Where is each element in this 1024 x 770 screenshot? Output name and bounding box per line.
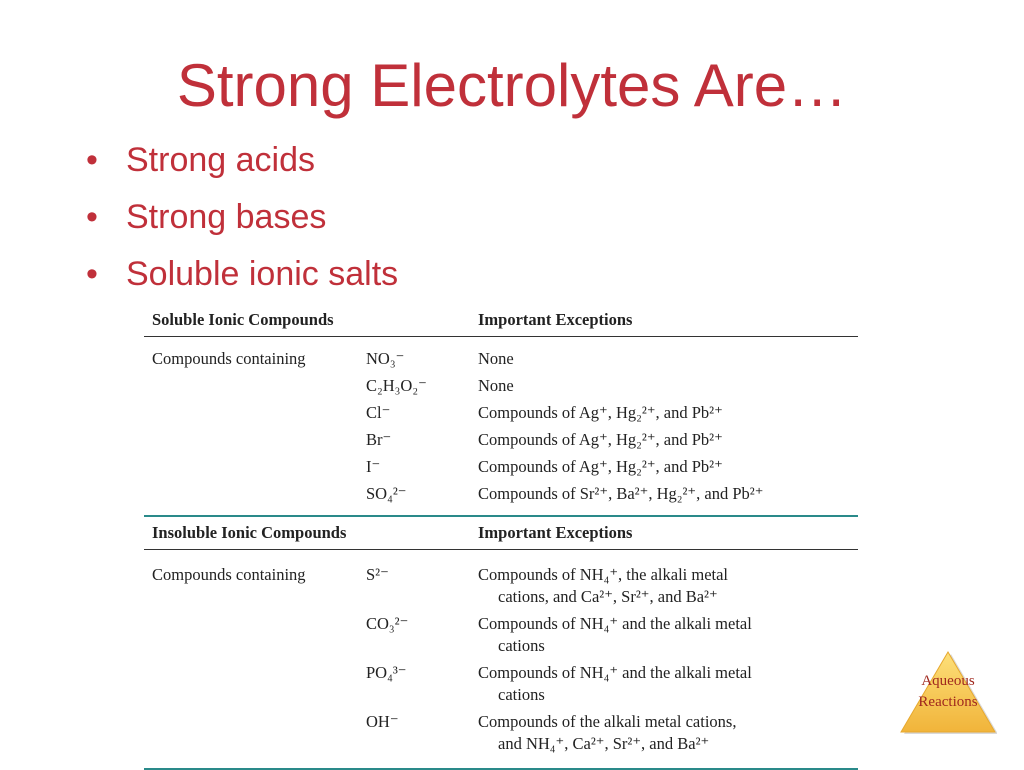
bullet-dot-icon: • [86, 198, 98, 236]
exception-cell: Compounds of Ag⁺, Hg₂²⁺, and Pb²⁺ [478, 457, 723, 476]
bullet-text: Strong bases [126, 198, 327, 236]
ion-cell: S²⁻ [366, 565, 389, 584]
insoluble-header: Insoluble Ionic Compounds [152, 523, 347, 542]
row-label: Compounds containing [152, 565, 306, 584]
insoluble-section [144, 550, 858, 770]
exception-cell: None [478, 349, 514, 368]
ion-cell: Br⁻ [366, 430, 392, 449]
exception-cell [478, 613, 858, 657]
exception-cell [478, 564, 858, 608]
exception-line: Compounds of the alkali metal cations, [478, 712, 737, 731]
bullet-dot-icon: • [86, 255, 98, 293]
badge-label[interactable] [899, 671, 997, 713]
exception-cell: Compounds of Ag⁺, Hg₂²⁺, and Pb²⁺ [478, 430, 723, 449]
badge-line: Aqueous [921, 673, 975, 689]
ion-cell: SO₄²⁻ [366, 484, 407, 503]
exception-line: cations [498, 685, 545, 704]
bullet-list [86, 138, 398, 309]
exception-cell: Compounds of Sr²⁺, Ba²⁺, Hg₂²⁺, and Pb²⁺ [478, 484, 764, 503]
exception-line: Compounds of NH₄⁺, the alkali metal [478, 565, 729, 584]
bullet-text: Soluble ionic salts [126, 255, 399, 293]
bullet-item [86, 138, 398, 195]
exception-cell: None [478, 376, 514, 395]
soluble-header: Soluble Ionic Compounds [152, 310, 334, 329]
ion-cell: NO₃⁻ [366, 349, 405, 368]
slide-title: Strong Electrolytes Are… [176, 52, 848, 119]
exception-cell [478, 662, 858, 706]
soluble-section [144, 337, 858, 517]
soluble-header-row [144, 304, 858, 337]
exception-line: cations, and Ca²⁺, Sr²⁺, and Ba²⁺ [498, 587, 718, 606]
bullet-dot-icon: • [86, 141, 98, 179]
exception-cell: Compounds of Ag⁺, Hg₂²⁺, and Pb²⁺ [478, 403, 723, 422]
exception-line: Compounds of NH₄⁺ and the alkali metal [478, 663, 752, 682]
solubility-table [144, 304, 858, 770]
row-label: Compounds containing [152, 349, 306, 368]
ion-cell: PO₄³⁻ [366, 663, 407, 682]
exception-line: Compounds of NH₄⁺ and the alkali metal [478, 614, 752, 633]
exception-cell [478, 711, 858, 755]
bullet-text: Strong acids [126, 141, 315, 179]
badge-line: Reactions [918, 694, 978, 710]
bullet-item [86, 195, 398, 252]
ion-cell: Cl⁻ [366, 403, 391, 422]
bullet-item [86, 252, 398, 309]
exceptions-header: Important Exceptions [478, 523, 633, 542]
ion-cell: C₂H₃O₂⁻ [366, 376, 427, 395]
exceptions-header: Important Exceptions [478, 310, 633, 329]
exception-line: cations [498, 636, 545, 655]
exception-line: and NH₄⁺, Ca²⁺, Sr²⁺, and Ba²⁺ [498, 734, 710, 753]
insoluble-header-row [144, 517, 858, 550]
ion-cell: I⁻ [366, 457, 381, 476]
ion-cell: CO₃²⁻ [366, 614, 409, 633]
ion-cell: OH⁻ [366, 712, 399, 731]
